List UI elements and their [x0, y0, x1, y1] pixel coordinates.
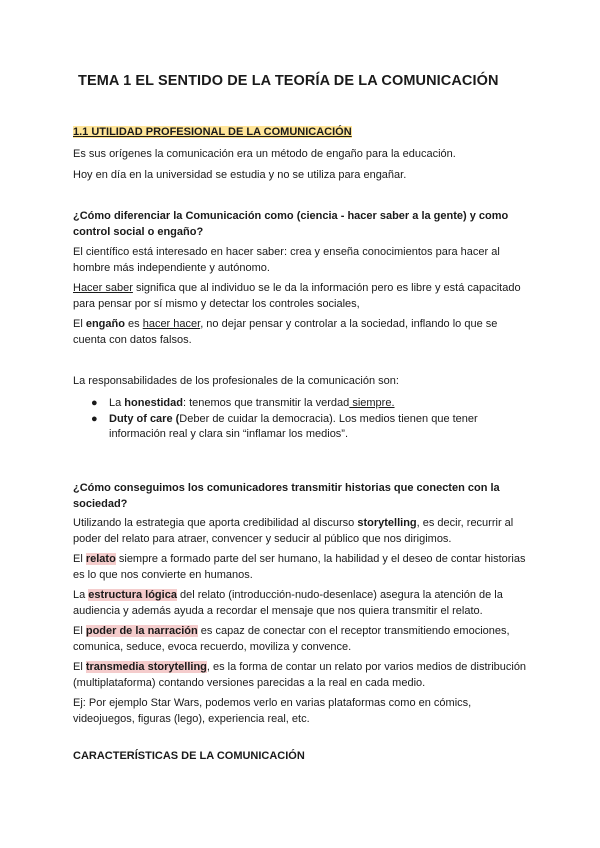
underlined-term: siempre. — [349, 397, 395, 409]
text-run: El — [73, 625, 86, 637]
bold-term: engaño — [85, 318, 125, 330]
text-run: El — [73, 661, 86, 673]
bullet-icon: ● — [91, 397, 98, 409]
text-run: Deber de cuidar la democracia). Los medios tienen que tener información real y clara sin “inflamar los medios”. — [109, 412, 478, 440]
paragraph: Es sus orígenes la comunicación era un método de engaño para la educación. — [73, 148, 456, 160]
text-run: , es la forma de contar un relato por varios medios de distribución (multiplataforma) contando versiones parecidas a la real en cada medio. — [73, 661, 527, 689]
text-run: del relato (introducción-nudo-desenlace) asegura la atención de la audiencia y además ayuda a recordar el mensaje que nos quiera transmitir el relato. — [73, 589, 503, 617]
bold-term: honestidad — [124, 397, 183, 409]
text-run: Utilizando la estrategia que aporta credibilidad al discurso — [73, 517, 358, 529]
paragraph — [73, 516, 533, 547]
paragraph — [73, 317, 533, 348]
highlighted-term: estructura lógica — [88, 589, 177, 601]
highlighted-term: transmedia storytelling — [85, 661, 207, 673]
underlined-term: hacer hacer — [142, 318, 201, 330]
paragraph: La responsabilidades de los profesionales de la comunicación son: — [73, 375, 399, 387]
text-run: : tenemos que transmitir la verdad — [182, 397, 350, 409]
list-item — [91, 412, 531, 443]
bold-term: storytelling — [357, 517, 417, 529]
list-item — [91, 396, 531, 412]
text-run: El — [73, 553, 86, 565]
paragraph — [73, 624, 533, 655]
text-run: , no dejar pensar y controlar a la sociedad, inflando lo que se cuenta con datos falsos. — [73, 318, 498, 346]
highlighted-heading: 1.1 UTILIDAD PROFESIONAL DE LA COMUNICACIÓN — [73, 126, 352, 138]
text-run: significa que al individuo se le da la información pero es libre y está capacitado para pensar por sí mismo y detectar los controles sociales, — [73, 282, 521, 310]
bold-term: Duty of care ( — [109, 412, 180, 425]
section-heading-caracteristicas: CARACTERÍSTICAS DE LA COMUNICACIÓN — [73, 750, 305, 762]
responsibilities-list — [91, 396, 531, 443]
text-run: es — [124, 318, 143, 330]
bullet-icon: ● — [91, 412, 98, 425]
highlighted-term: relato — [85, 553, 116, 565]
highlighted-term: poder de la narración — [85, 625, 198, 637]
page-title: TEMA 1 EL SENTIDO DE LA TEORÍA DE LA COMUNICACIÓN — [78, 73, 499, 89]
text-run: siempre a formado parte del ser humano, la habilidad y el deseo de contar historias es lo que nos convierte en humanos. — [73, 553, 526, 581]
paragraph: El científico está interesado en hacer saber: crea y enseña conocimientos para hacer al hombre más independiente y autónomo. — [73, 246, 500, 274]
question-heading-2: ¿Cómo conseguimos los comunicadores transmitir historias que conecten con la sociedad? — [73, 482, 500, 510]
question-heading-1: ¿Cómo diferenciar la Comunicación como (ciencia - hacer saber a la gente) y como control social o engaño? — [73, 210, 509, 238]
paragraph — [73, 588, 533, 619]
paragraph — [73, 552, 533, 583]
paragraph: Ej: Por ejemplo Star Wars, podemos verlo en varias plataformas como en cómics, videojuegos, figuras (lego), experiencia real, etc. — [73, 697, 472, 725]
text-run: La — [109, 397, 125, 409]
text-run: es capaz de conectar con el receptor transmitiendo emociones, comunica, seduce, evoca recuerdo, moviliza y convence. — [73, 625, 510, 653]
underlined-term: Hacer saber — [73, 282, 133, 294]
text-run: La — [73, 589, 89, 601]
text-run: , es decir, recurrir al poder del relato para atraer, convencer y seducir al público que nos dirigimos. — [73, 517, 514, 545]
paragraph: Hoy en día en la universidad se estudia y no se utiliza para engañar. — [73, 169, 407, 181]
section-heading-utilidad — [73, 125, 533, 141]
paragraph — [73, 281, 533, 312]
text-run: El — [73, 318, 86, 330]
paragraph — [73, 660, 533, 691]
